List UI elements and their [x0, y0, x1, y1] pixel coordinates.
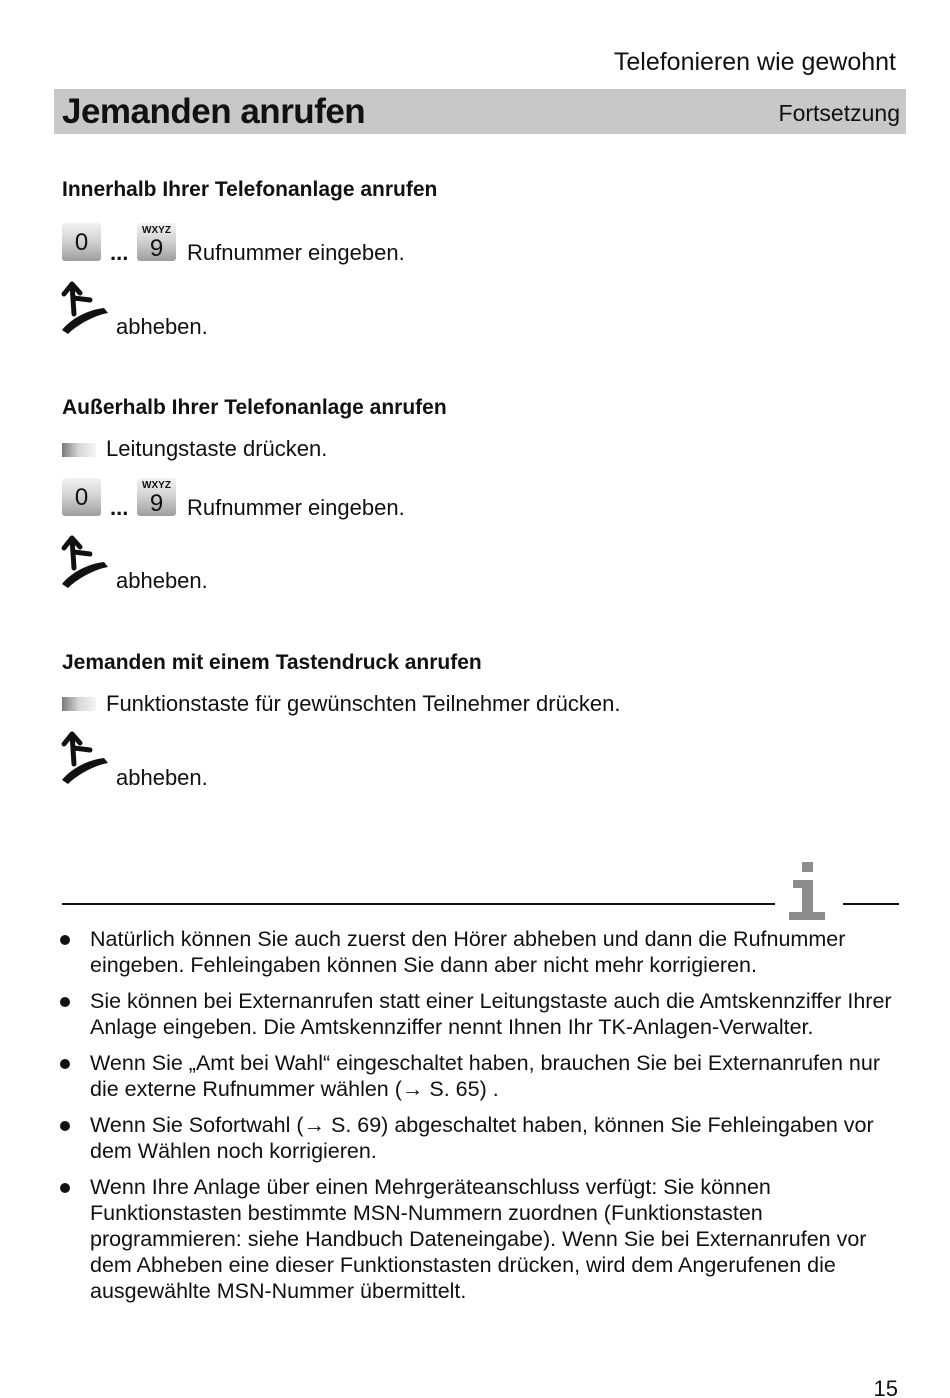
list-item: [60, 926, 892, 978]
lift-handset-icon: [60, 280, 112, 336]
step-text: Rufnummer eingeben.: [187, 495, 405, 520]
key-digit: 9: [149, 490, 164, 517]
step-text: Funktionstaste für gewünschten Teilnehmer drücken.: [106, 691, 621, 716]
info-divider-left: [62, 903, 775, 905]
section-heading-one-touch: Jemanden mit einem Tastendruck anrufen: [62, 651, 482, 674]
step-text: abheben.: [116, 568, 208, 593]
bullet-icon: [60, 1121, 70, 1131]
key-range-ellipsis: ...: [110, 240, 129, 265]
list-item: [60, 1174, 892, 1304]
key-digit: 0: [74, 229, 89, 256]
key-9-icon: [137, 223, 176, 261]
note-text: Wenn Sie Sofortwahl (→ S. 69) abgeschaltet haben, können Sie Fehleingaben vor dem Wählen noch korrigieren.: [90, 1113, 874, 1163]
page-title: Jemanden anrufen: [62, 92, 366, 131]
function-key-icon: [62, 697, 96, 711]
key-letters: WXYZ: [142, 225, 171, 236]
continued-label: Fortsetzung: [778, 100, 900, 126]
note-text: Wenn Sie „Amt bei Wahl“ eingeschaltet haben, brauchen Sie bei Externanrufen nur die externe Rufnummer wählen (→ S. 65) .: [90, 1051, 880, 1101]
bullet-icon: [60, 935, 70, 945]
list-item: [60, 1112, 892, 1164]
title-bar: [54, 89, 906, 134]
step-text: abheben.: [116, 765, 208, 790]
bullet-icon: [60, 1059, 70, 1069]
note-text: Natürlich können Sie auch zuerst den Hörer abheben und dann die Rufnummer eingeben. Fehleingaben können Sie dann aber nicht mehr korrigieren.: [90, 927, 846, 977]
key-9-icon: [137, 478, 176, 516]
note-text: Wenn Ihre Anlage über einen Mehrgeräteanschluss verfügt: Sie können Funktionstasten bestimmte MSN-Nummern zuordnen (Funktionstasten programmieren: siehe Handbuch Dateneingabe). Wenn Sie bei Externanrufen vor dem Abheben eine dieser Funktionstasten drücken, wird dem Angerufenen die ausgewählte MSN-Nummer übermittelt.: [90, 1175, 867, 1303]
page-number: 15: [873, 1376, 898, 1398]
bullet-icon: [60, 997, 70, 1007]
info-icon: [783, 858, 833, 922]
key-digit: 0: [74, 484, 89, 511]
info-notes-list: [60, 926, 892, 1314]
bullet-icon: [60, 1183, 70, 1193]
step-text: Rufnummer eingeben.: [187, 240, 405, 265]
step-text: Leitungstaste drücken.: [106, 436, 328, 461]
section-heading-internal: Innerhalb Ihrer Telefonanlage anrufen: [62, 178, 438, 201]
info-divider-right: [843, 903, 899, 905]
key-0-icon: [62, 223, 101, 261]
list-item: [60, 1050, 892, 1102]
step-text: abheben.: [116, 314, 208, 339]
list-item: [60, 988, 892, 1040]
running-head: Telefonieren wie gewohnt: [613, 48, 896, 76]
section-heading-external: Außerhalb Ihrer Telefonanlage anrufen: [62, 396, 447, 419]
lift-handset-icon: [60, 534, 112, 590]
key-range-ellipsis: ...: [110, 495, 129, 520]
key-letters: WXYZ: [142, 480, 171, 491]
key-0-icon: [62, 478, 101, 516]
key-digit: 9: [149, 235, 164, 262]
lift-handset-icon: [60, 730, 112, 786]
note-text: Sie können bei Externanrufen statt einer Leitungstaste auch die Amtskennziffer Ihrer Anlage eingeben. Die Amtskennziffer nennt Ihnen Ihr TK-Anlagen-Verwalter.: [90, 989, 892, 1039]
line-key-icon: [62, 443, 96, 457]
